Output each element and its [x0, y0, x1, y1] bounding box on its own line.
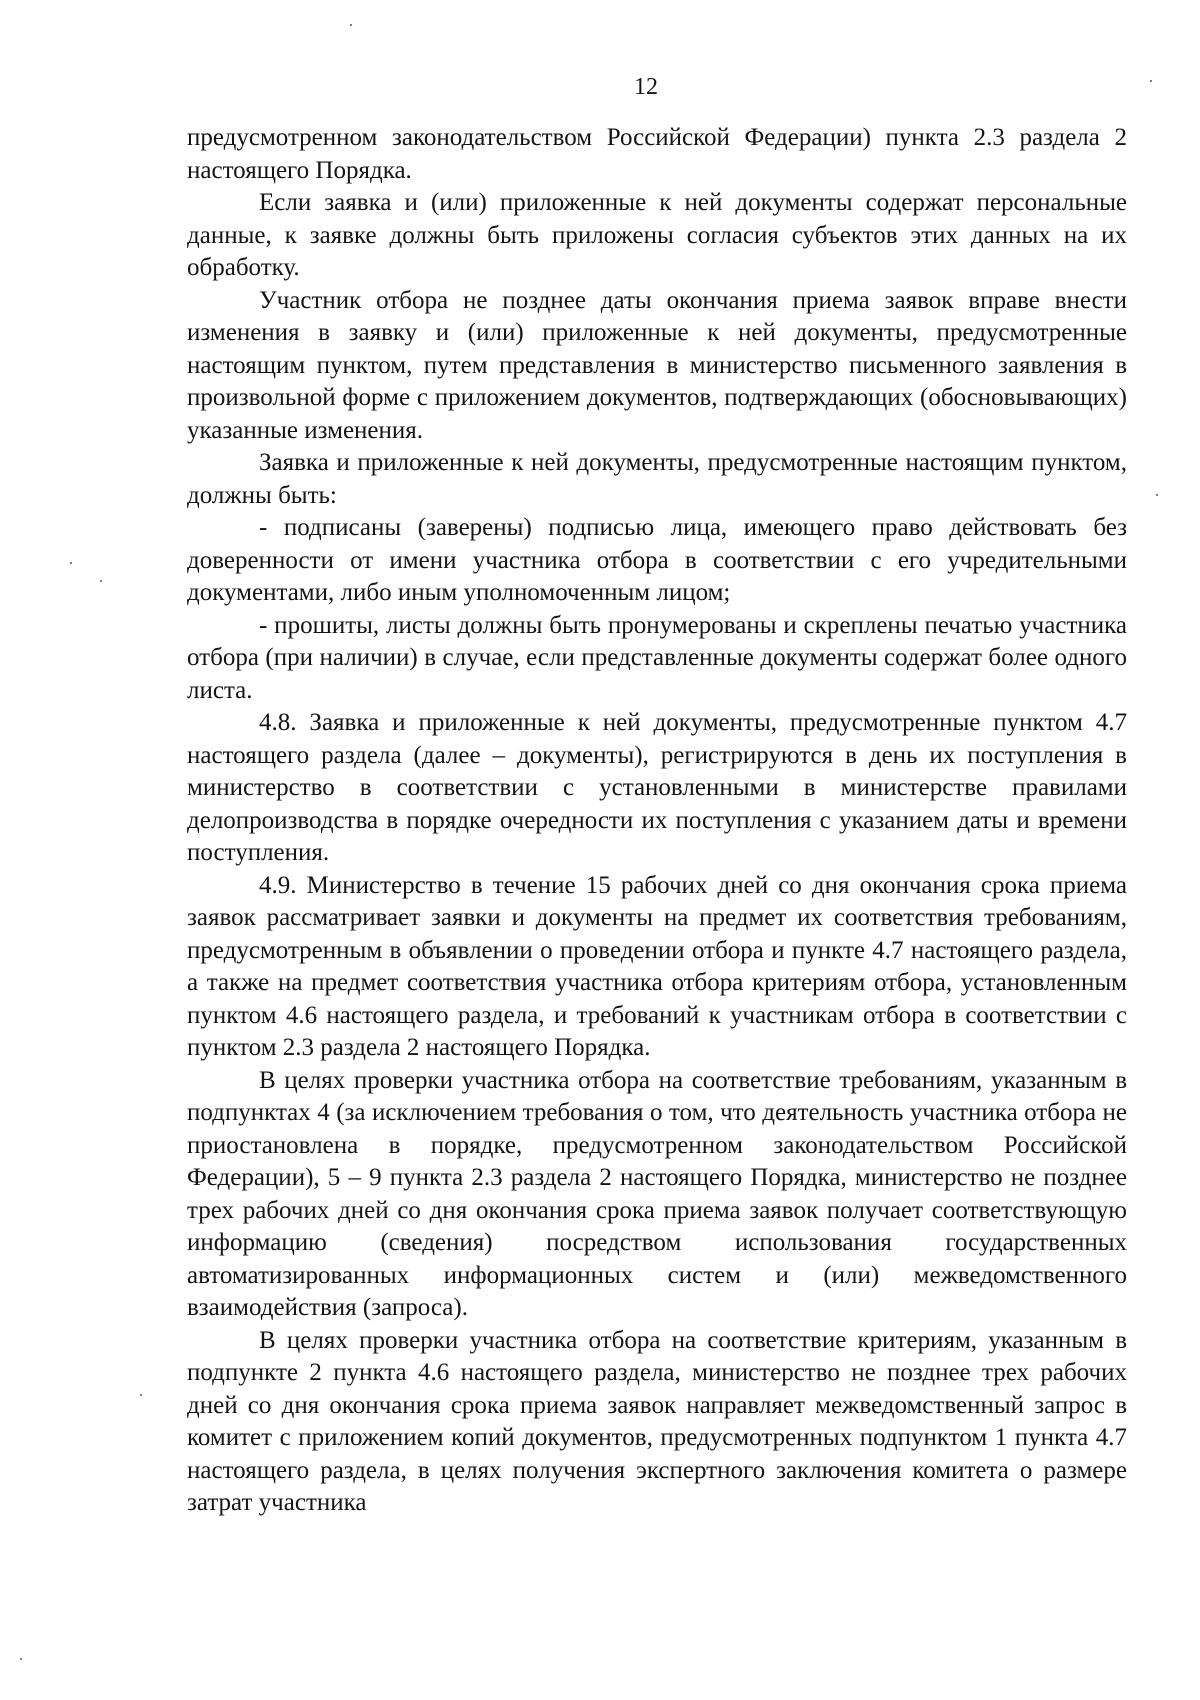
scan-speck [1156, 494, 1158, 496]
paragraph-requirements-intro: Заявка и приложенные к ней документы, предусмотренные настоящим пунктом, должны быть: [187, 449, 1127, 509]
document-body [187, 122, 1127, 1520]
paragraph-personal-data: Если заявка и (или) приложенные к ней документы содержат персональные данные, к заявке должны быть приложены согласия субъектов этих данных на их обработку. [187, 189, 1127, 281]
scan-speck [1150, 80, 1152, 82]
scan-speck [140, 1394, 142, 1396]
scan-speck [20, 1658, 22, 1660]
list-item-bound: - прошиты, листы должны быть пронумерованы и скреплены печатью участника отбора (при наличии) в случае, если представленные документы содержат более одного листа. [187, 611, 1127, 704]
paragraph-verification-criteria: В целях проверки участника отбора на соответствие критериям, указанным в подпункте 2 пункта 4.6 настоящего раздела, министерство не позднее трех рабочих дней со дня окончания срока приема заявок направляет межведомственный запрос в комитет с приложением копий документов, предусмотренных подпунктом 1 пункта 4.7 настоящего раздела, в целях получения экспертного заключения комитета о размере затрат участника [187, 1326, 1127, 1516]
scan-speck [100, 580, 102, 582]
page-number: 12 [634, 74, 658, 100]
list-item-signed: - подписаны (заверены) подписью лица, имеющего право действовать без доверенности от имени участника отбора в соответствии с его учредительными документами, либо иным уполномоченным лицом; [187, 514, 1127, 606]
clause-4-9: 4.9. Министерство в течение 15 рабочих дней со дня окончания срока приема заявок рассматривает заявки и документы на предмет их соответствия требованиям, предусмотренным в объявлении о проведении отбора и пункте 4.7 настоящего раздела, а также на предмет соответствия участника отбора критериям отбора, установленным пунктом 4.6 настоящего раздела, и требований к участникам отбора в соответствии с пунктом 2.3 раздела 2 настоящего Порядка. [187, 871, 1127, 1061]
paragraph-application-changes: Участник отбора не позднее даты окончания приема заявок вправе внести изменения в заявку и (или) приложенные к ней документы, предусмотренные настоящим пунктом, путем представления в министерство письменного заявления в произвольной форме с приложением документов, подтверждающих (обосновывающих) указанные изменения. [187, 286, 1127, 444]
paragraph-continuation: предусмотренном законодательством Российской Федерации) пункта 2.3 раздела 2 настоящего Порядка. [187, 124, 1127, 184]
scan-speck [350, 24, 352, 26]
scan-speck [70, 562, 72, 564]
paragraph-verification-requirements: В целях проверки участника отбора на соответствие требованиям, указанным в подпунктах 4 (за исключением требования о том, что деятельность участника отбора не приостановлена в порядке, предусмотренном законодательством Российской Федерации), 5 – 9 пункта 2.3 раздела 2 настоящего Порядка, министерство не позднее трех рабочих дней со дня окончания срока приема заявок получает соответствующую информацию (сведения) посредством использования государственных автоматизированных информационных систем и (или) межведомственного взаимодействия (запроса). [187, 1066, 1127, 1321]
clause-4-8: 4.8. Заявка и приложенные к ней документы, предусмотренные пунктом 4.7 настоящего раздела (далее – документы), регистрируются в день их поступления в министерство в соответствии с установленными в министерстве правилами делопроизводства в порядке очередности их поступления с указанием даты и времени поступления. [187, 709, 1127, 866]
